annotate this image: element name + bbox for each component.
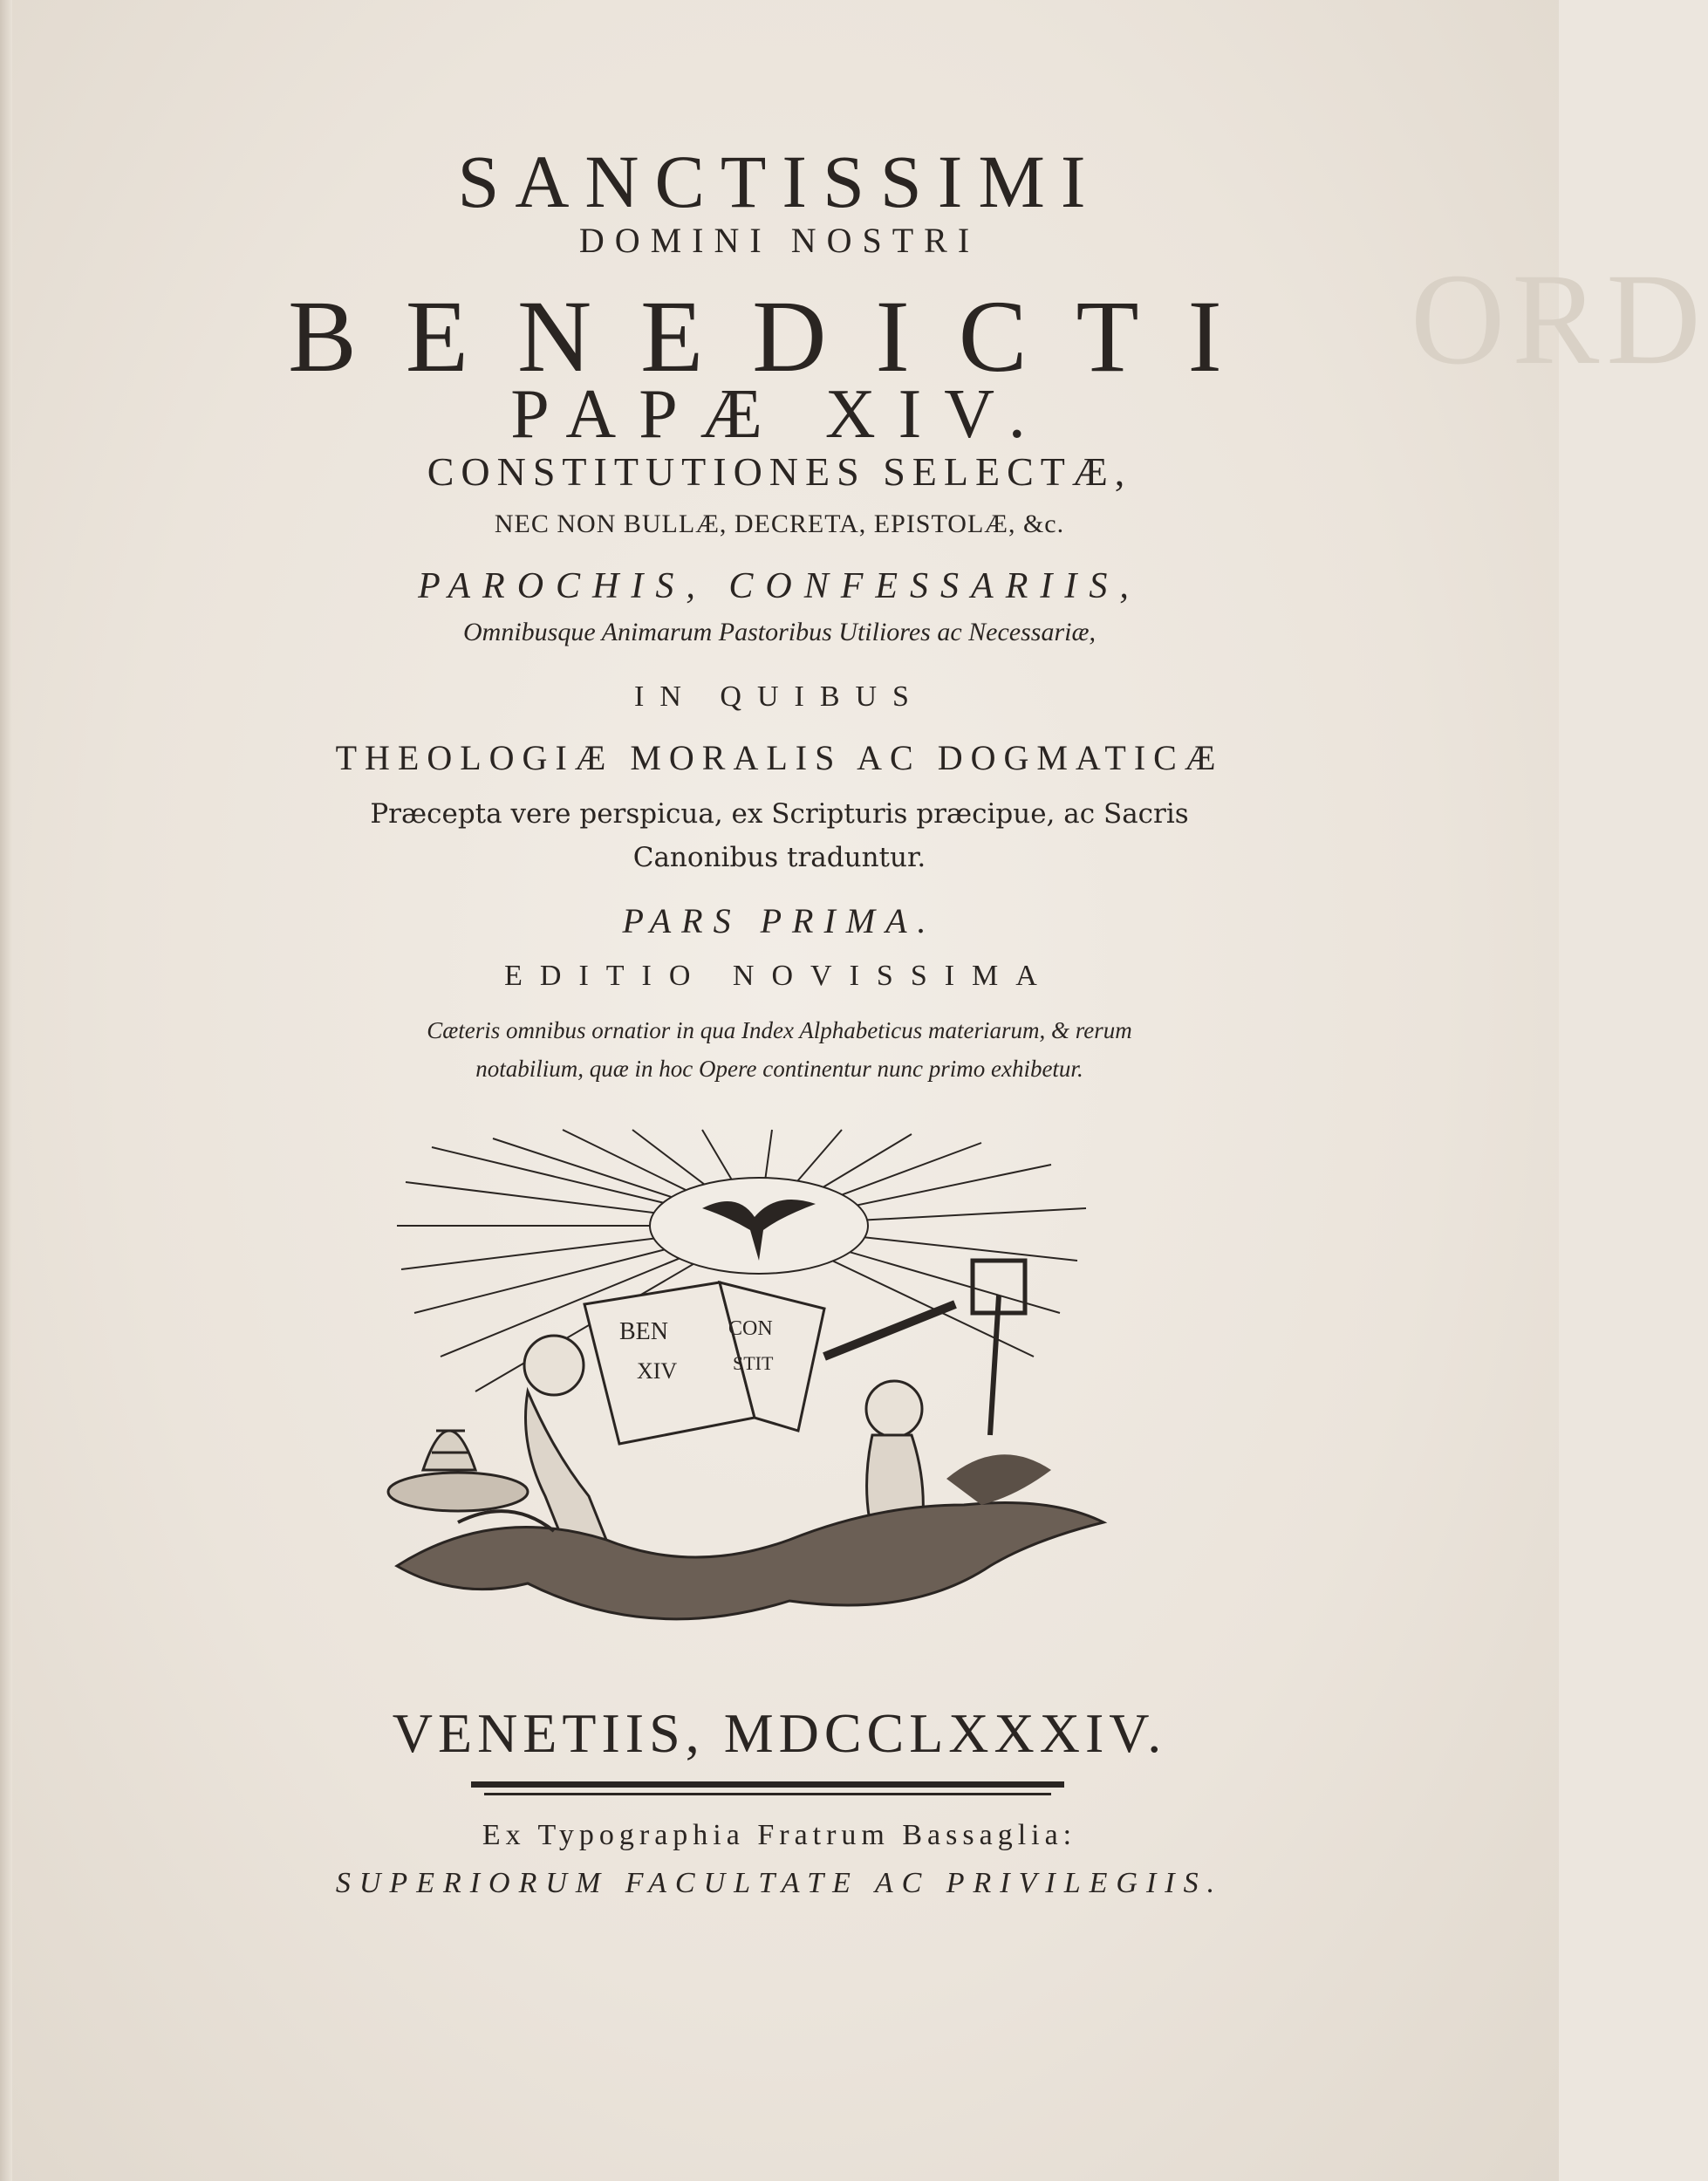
subtitle-parochis: PAROCHIS, CONFESSARIIS, xyxy=(418,566,1141,606)
book-text-stit: STIT xyxy=(733,1352,774,1374)
edition-note-line2: notabilium, quæ in hoc Opere continentur nunc primo exhibetur. xyxy=(475,1056,1083,1082)
editio-novissima: EDITIO NOVISSIMA xyxy=(504,960,1055,992)
imprint-privilegiis: SUPERIORUM FACULTATE AC PRIVILEGIIS. xyxy=(335,1867,1224,1899)
title-domini-nostri: DOMINI NOSTRI xyxy=(578,221,980,260)
imprint-rule-thin xyxy=(484,1793,1051,1795)
printers-device-vignette xyxy=(388,1130,1138,1653)
edition-note-line1: Cæteris omnibus ornatior in qua Index Alphabeticus materiarum, & rerum xyxy=(427,1017,1132,1043)
title-benedicti: BENEDICTI xyxy=(288,279,1271,393)
imprint-venetiis: VENETIIS, MDCCLXXXIV. xyxy=(392,1702,1167,1764)
subtitle-canonibus: Canonibus traduntur. xyxy=(632,842,926,873)
subtitle-omnibusque: Omnibusque Animarum Pastoribus Utiliores ac Necessariæ, xyxy=(463,618,1096,646)
imprint-typographia: Ex Typographia Fratrum Bassaglia: xyxy=(482,1819,1077,1851)
title-sanctissimi: SANCTISSIMI xyxy=(457,140,1102,223)
book-text-con: CON xyxy=(728,1317,773,1340)
imprint-rule-thick xyxy=(471,1781,1064,1788)
subtitle-constitutiones: CONSTITUTIONES SELECTÆ, xyxy=(427,449,1132,494)
subtitle-theologiae: THEOLOGIÆ MORALIS AC DOGMATICÆ xyxy=(335,738,1224,777)
pars-prima: PARS PRIMA. xyxy=(622,901,937,940)
subtitle-praecepta: Præcepta vere perspicua, ex Scripturis præcipue, ac Sacris xyxy=(370,798,1189,830)
show-through-ghost-text: ORD xyxy=(1411,247,1708,392)
book-text-ben: BEN xyxy=(619,1318,668,1345)
book-text-xiv: XIV xyxy=(637,1358,678,1384)
subtitle-bullae: NEC NON BULLÆ, DECRETA, EPISTOLÆ, &c. xyxy=(494,509,1065,538)
subtitle-in-quibus: IN QUIBUS xyxy=(634,680,925,713)
title-papae: PAPÆ XIV. xyxy=(510,376,1049,453)
